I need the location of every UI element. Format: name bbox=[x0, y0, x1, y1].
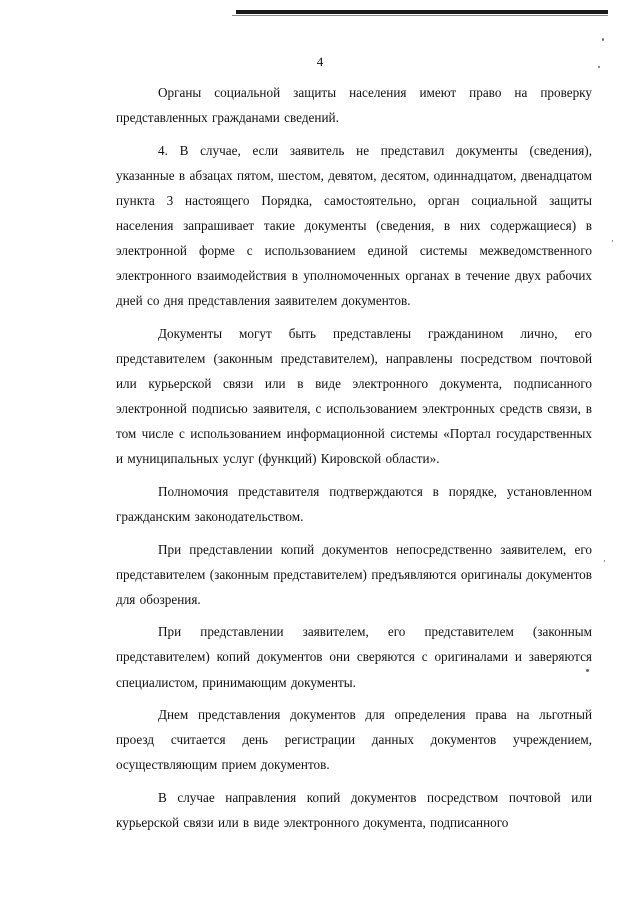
scan-speck bbox=[612, 240, 613, 242]
scan-speck bbox=[604, 560, 605, 562]
paragraph-4: Полномочия представителя подтверждаются в порядке, установленном гражданским законодательством. bbox=[116, 483, 592, 524]
header-rule bbox=[236, 10, 608, 14]
scan-speck bbox=[598, 66, 600, 68]
paragraph-1: Органы социальной защиты населения имеют право на проверку представленных гражданами сведений. bbox=[116, 85, 592, 126]
document-body bbox=[116, 80, 592, 835]
scan-speck bbox=[586, 669, 589, 672]
paragraph-8: В случае направления копий документов посредством почтовой или курьерской связи или в виде электронного документа, подписанного bbox=[116, 789, 592, 831]
page-number: 4 bbox=[316, 54, 324, 69]
paragraph-6: При представлении заявителем, его представителем (законным представителем) копий документов они сверяются с оригиналами и заверяются специалистом, принимающим документы. bbox=[116, 624, 592, 690]
header-rule-thin bbox=[232, 15, 608, 16]
scan-speck bbox=[602, 38, 604, 41]
paragraph-5: При представлении копий документов непосредственно заявителем, его представителем (законным представителем) предъявляются оригиналы документов для обозрения. bbox=[116, 541, 592, 607]
paragraph-7: Днем представления документов для определения права на льготный проезд считается день регистрации данных документов учреждением, осуществляющим прием документов. bbox=[116, 707, 592, 773]
paragraph-3: Документы могут быть представлены гражданином лично, его представителем (законным представителем), направлены посредством почтовой или курьерской связи или в виде электронного документа, подписанного электронной подписью заявителя, с использованием электронных средств связи, в том числе с использованием информационной системы «Портал государственных и муниципальных услуг (функций) Кировской области». bbox=[116, 325, 592, 467]
paragraph-2: 4. В случае, если заявитель не представил документы (сведения), указанные в абзацах пятом, шестом, девятом, десятом, одиннадцатом, двенадцатом пункта 3 настоящего Порядка, самостоятельно, орган социальной защиты населения запрашивает такие документы (сведения, в них содержащиеся) в электронной форме с использованием единой системы межведомственного электронного взаимодействия в уполномоченных органах в течение двух рабочих дней со дня представления заявителем документов. bbox=[116, 142, 592, 309]
